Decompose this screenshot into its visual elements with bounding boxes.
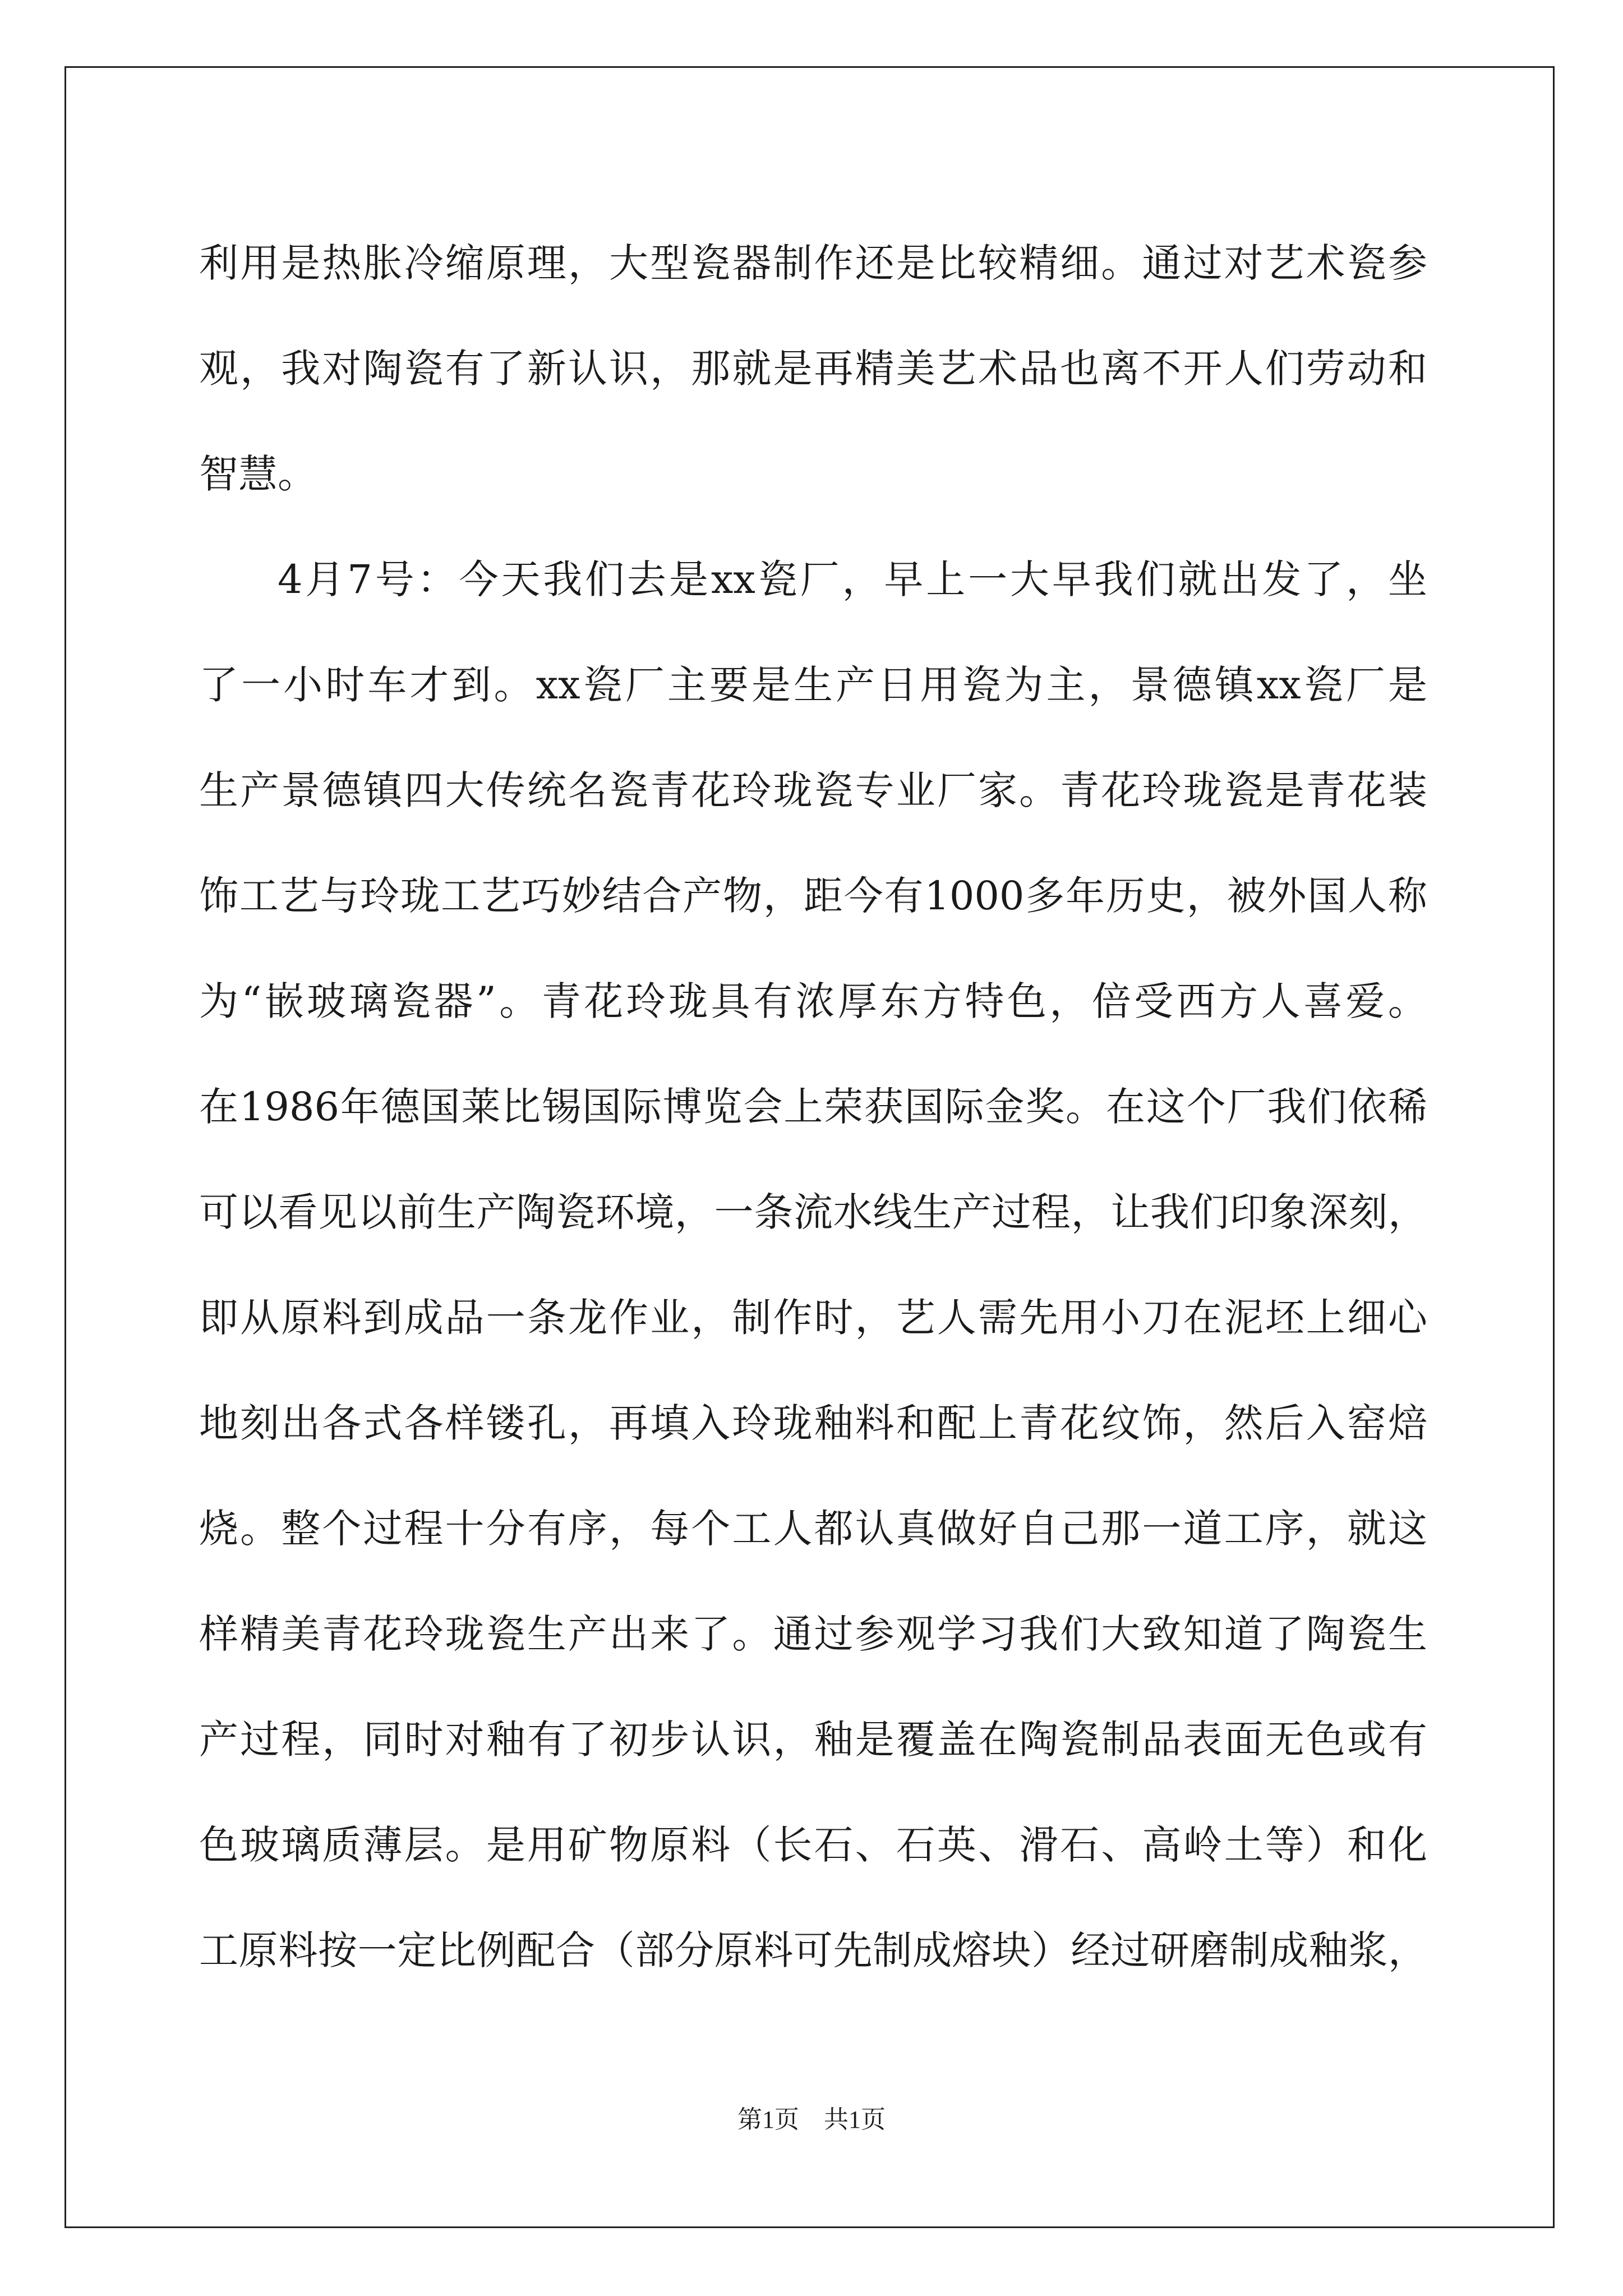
- text-line: 为“嵌玻璃瓷器”。青花玲珑具有浓厚东方特色，倍受西方人喜爱。: [199, 978, 1427, 1024]
- text-line: 在1986年德国莱比锡国际博览会上荣获国际金奖。在这个厂我们依稀: [199, 1084, 1427, 1130]
- text-line: 饰工艺与玲珑工艺巧妙结合产物，距今有1000多年历史，被外国人称: [199, 873, 1427, 919]
- text-line: 工原料按一定比例配合（部分原料可先制成熔块）经过研磨制成釉浆，: [199, 1927, 1427, 1973]
- document-body: [199, 210, 1427, 2003]
- paragraph-start-line: 4月7号：今天我们去是xx瓷厂，早上一大早我们就出发了，坐: [278, 556, 1427, 602]
- text-line: 了一小时车才到。xx瓷厂主要是生产日用瓷为主，景德镇xx瓷厂是: [199, 662, 1427, 708]
- text-line: 烧。整个过程十分有序，每个工人都认真做好自己那一道工序，就这: [199, 1506, 1427, 1552]
- text-line: 观，我对陶瓷有了新认识，那就是再精美艺术品也离不开人们劳动和: [199, 346, 1427, 392]
- text-line: 可以看见以前生产陶瓷环境，一条流水线生产过程，让我们印象深刻，: [199, 1189, 1427, 1235]
- text-line: 智慧。: [199, 451, 317, 497]
- page-number: 第1页 共1页: [737, 2106, 886, 2133]
- text-line: 样精美青花玲珑瓷生产出来了。通过参观学习我们大致知道了陶瓷生: [199, 1611, 1427, 1657]
- text-line: 色玻璃质薄层。是用矿物原料（长石、石英、滑石、高岭土等）和化: [199, 1822, 1427, 1868]
- text-line: 利用是热胀冷缩原理，大型瓷器制作还是比较精细。通过对艺术瓷参: [199, 240, 1427, 286]
- text-line: 即从原料到成品一条龙作业，制作时，艺人需先用小刀在泥坯上细心: [199, 1295, 1427, 1341]
- text-line: 生产景德镇四大传统名瓷青花玲珑瓷专业厂家。青花玲珑瓷是青花装: [199, 767, 1427, 813]
- text-line: 地刻出各式各样镂孔，再填入玲珑釉料和配上青花纹饰，然后入窑焙: [199, 1400, 1427, 1446]
- text-line: 产过程，同时对釉有了初步认识，釉是覆盖在陶瓷制品表面无色或有: [199, 1717, 1427, 1763]
